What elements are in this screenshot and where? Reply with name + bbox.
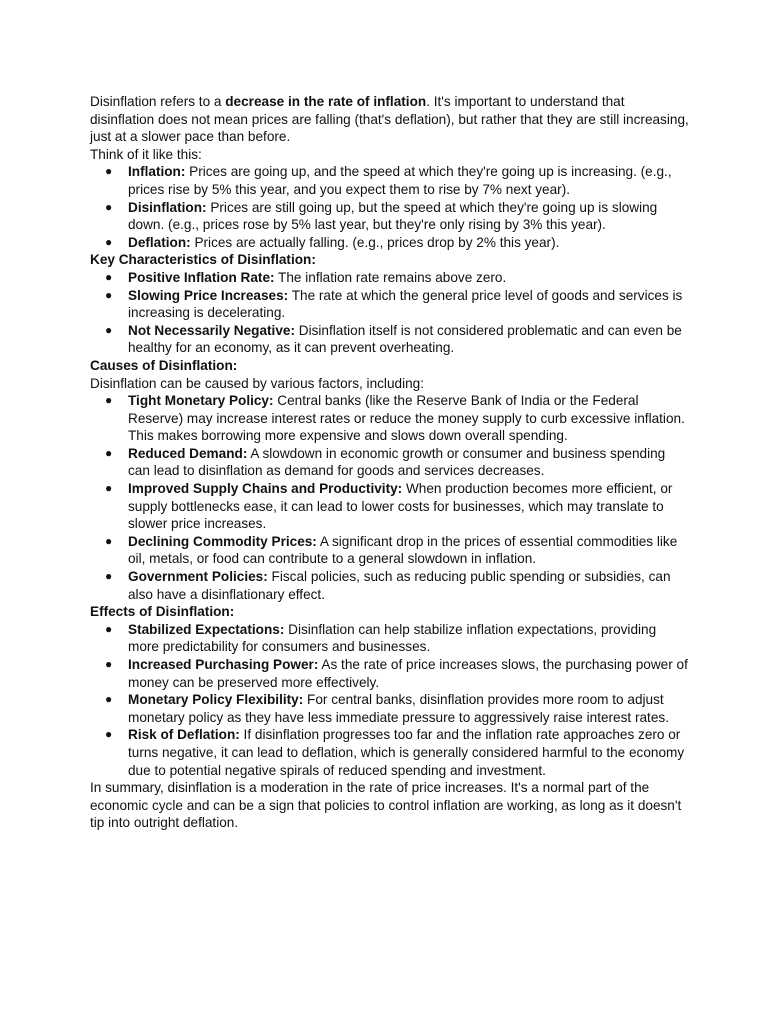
list-item (90, 269, 690, 287)
bullet-icon: ● (105, 569, 113, 584)
bullet-icon: ● (105, 481, 113, 496)
list-item (90, 691, 690, 726)
list-item-text: Central banks (like the Reserve Bank of India or the Federal Reserve) may increase interest rates or reduce the money supply to curb excessive inflation. This makes borrowing more expensive and slows down overall spending. (128, 393, 685, 444)
bullet-icon: ● (105, 621, 113, 636)
list-item (90, 234, 690, 252)
bullet-icon: ● (105, 234, 113, 249)
list-item-term: Stabilized Expectations: (128, 621, 285, 637)
list-item-text: Disinflation can help stabilize inflation expectations, providing more predictability for consumers and businesses. (128, 621, 657, 655)
list-item-term: Tight Monetary Policy: (128, 393, 274, 409)
list-item-text: If disinflation progresses too far and the inflation rate approaches zero or turns negative, it can lead to deflation, which is generally considered harmful to the economy due to potential negative spirals of reduced spending and investment. (128, 727, 685, 778)
list-item-term: Reduced Demand: (128, 445, 248, 461)
list-item (90, 621, 690, 656)
list-item-text: Prices are going up, and the speed at which they're going up is increasing. (e.g., prices rise by 5% this year, and you expect them to rise by 7% next year). (128, 164, 672, 197)
list-item (90, 322, 690, 357)
think-list (90, 163, 690, 251)
intro-text-start: Disinflation refers to a (90, 94, 226, 109)
list-item-term: Declining Commodity Prices: (128, 533, 317, 549)
characteristics-heading: Key Characteristics of Disinflation: (90, 252, 316, 268)
intro-text-end: . It's important to understand that disinflation does not mean prices are falling (that's deflation), but rather that they are still increasing, just at a slower pace than before. (90, 94, 689, 145)
list-item-text: For central banks, disinflation provides more room to adjust monetary policy as they have less immediate pressure to aggressively raise interest rates. (128, 692, 669, 725)
causes-intro: Disinflation can be caused by various factors, including: (90, 375, 424, 391)
bullet-icon: ● (105, 533, 113, 548)
list-item-text: When production becomes more efficient, or supply bottlenecks ease, it can lead to lower costs for businesses, which may translate to slower price increases. (128, 481, 673, 532)
bullet-icon: ● (105, 199, 113, 214)
bullet-icon: ● (105, 445, 113, 460)
effects-heading: Effects of Disinflation: (90, 604, 235, 620)
list-item-text: A significant drop in the prices of essential commodities like oil, metals, or food can contribute to a general slowdown in inflation. (128, 533, 678, 567)
document-page (90, 93, 690, 832)
list-item (90, 287, 690, 322)
list-item-term: Not Necessarily Negative: (128, 322, 295, 338)
list-item-text: The inflation rate remains above zero. (274, 269, 507, 285)
list-item (90, 568, 690, 603)
list-item-text: As the rate of price increases slows, the purchasing power of money can be preserved more effectively. (128, 657, 688, 690)
intro-paragraph (90, 93, 690, 146)
bullet-icon: ● (105, 727, 113, 742)
effects-list (90, 621, 690, 779)
list-item-text: Fiscal policies, such as reducing public spending or subsidies, can also have a disinflationary effect. (128, 569, 671, 602)
list-item-term: Increased Purchasing Power: (128, 657, 319, 672)
list-item-term: Risk of Deflation: (128, 727, 240, 743)
list-item-term: Government Policies: (128, 569, 268, 585)
bullet-icon: ● (105, 164, 113, 179)
characteristics-list (90, 269, 690, 357)
list-item (90, 533, 690, 568)
bullet-icon: ● (105, 393, 113, 408)
list-item-text: The rate at which the general price level of goods and services is increasing is decelerating. (128, 287, 683, 321)
think-paragraph: Think of it like this: (90, 146, 202, 162)
list-item-text: Prices are actually falling. (e.g., prices drop by 2% this year). (190, 234, 560, 250)
list-item (90, 656, 690, 691)
bullet-icon: ● (105, 657, 113, 671)
list-item-term: Inflation: (128, 164, 186, 180)
intro-bold-phrase: decrease in the rate of inflation (225, 94, 427, 109)
list-item-term: Improved Supply Chains and Productivity: (128, 481, 403, 497)
bullet-icon: ● (105, 287, 113, 302)
list-item (90, 392, 690, 445)
list-item-term: Disinflation: (128, 199, 207, 215)
causes-list (90, 392, 690, 603)
list-item-text: A slowdown in economic growth or consumer and business spending can lead to disinflation as demand for goods and services decreases. (128, 445, 666, 479)
summary-paragraph: In summary, disinflation is a moderation in the rate of price increases. It's a normal part of the economic cycle and can be a sign that policies to control inflation are working, as long as it doesn't tip into outright deflation. (90, 780, 682, 831)
list-item-term: Monetary Policy Flexibility: (128, 692, 304, 708)
bullet-icon: ● (105, 692, 113, 707)
bullet-icon: ● (105, 269, 113, 284)
list-item-term: Slowing Price Increases: (128, 287, 289, 303)
list-item-text: Prices are still going up, but the speed at which they're going up is slowing down. (e.g., prices rose by 5% last year, but they're only rising by 3% this year). (128, 199, 658, 233)
list-item (90, 726, 690, 779)
list-item (90, 163, 690, 198)
bullet-icon: ● (105, 322, 113, 337)
list-item-term: Positive Inflation Rate: (128, 269, 275, 285)
list-item (90, 480, 690, 533)
list-item-term: Deflation: (128, 234, 191, 250)
list-item (90, 199, 690, 234)
list-item-text: Disinflation itself is not considered problematic and can even be healthy for an economy, as it can prevent overheating. (128, 322, 682, 356)
causes-heading: Causes of Disinflation: (90, 357, 238, 373)
list-item (90, 445, 690, 480)
